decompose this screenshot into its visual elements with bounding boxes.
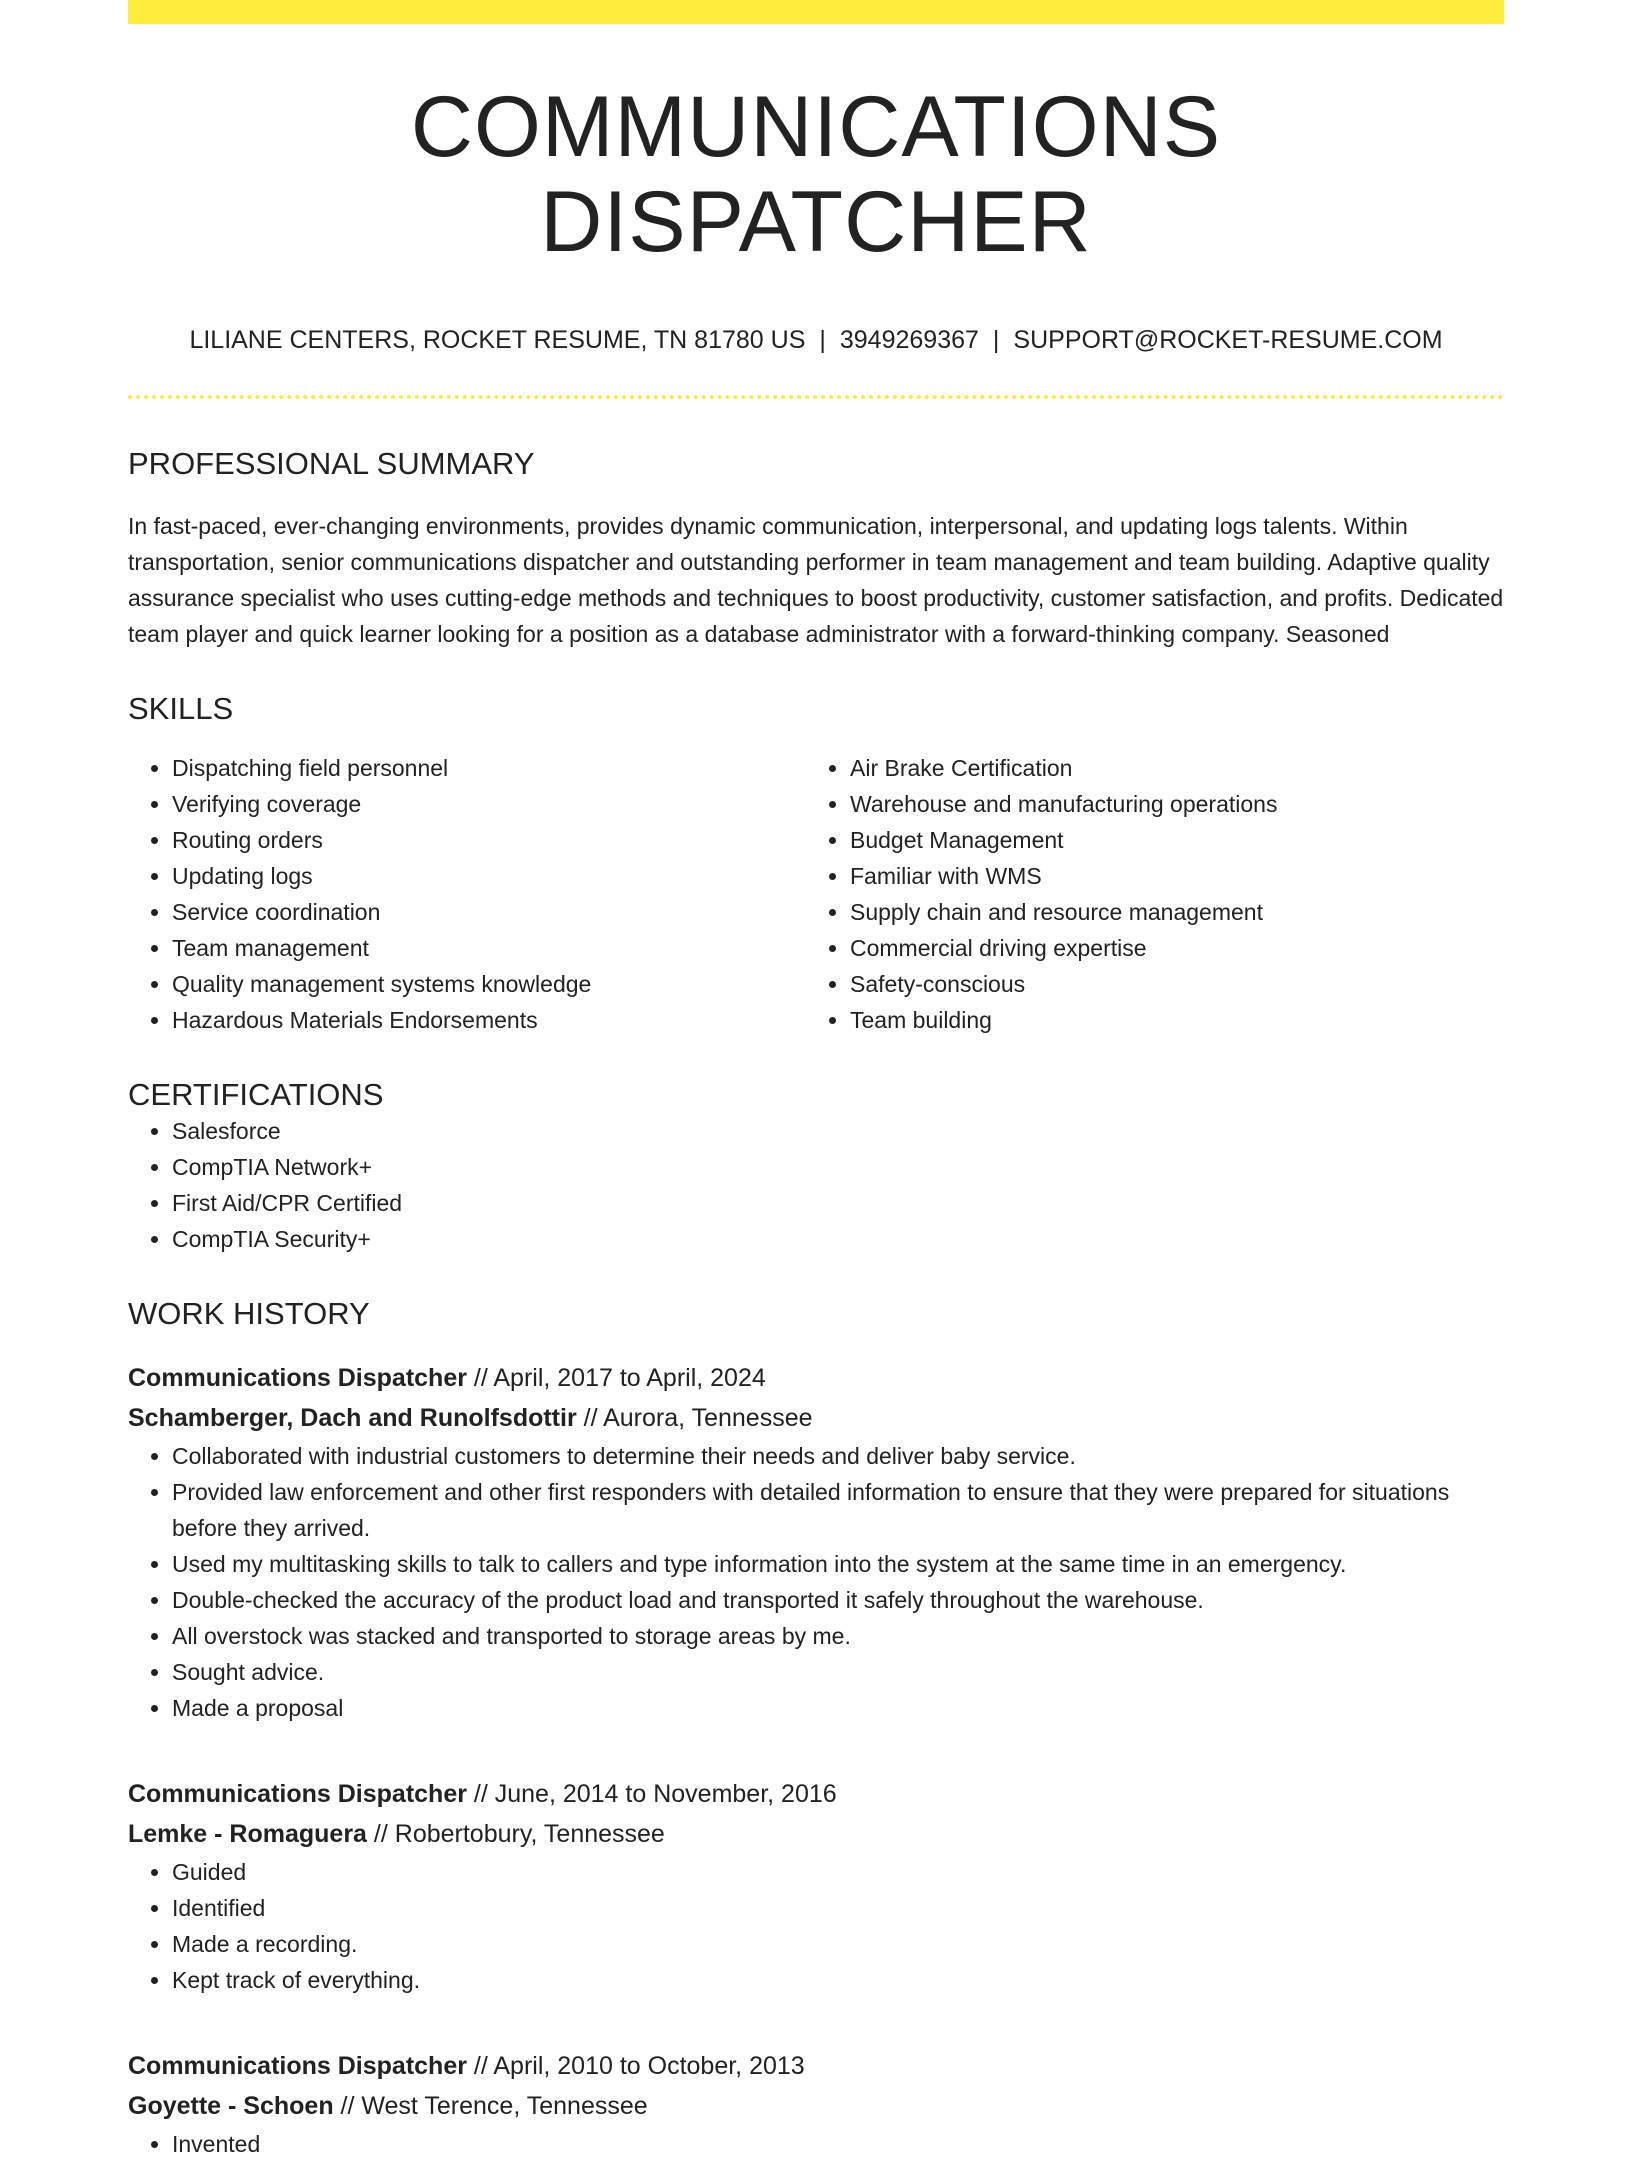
job-company: Goyette - Schoen [128, 2091, 334, 2120]
contact-phone: 3949269367 [839, 326, 979, 355]
certification-item: • First Aid/CPR Certified [172, 1185, 1504, 1221]
job-bullet: • Made a recording. [172, 1926, 1504, 1962]
job-company: Lemke - Romaguera [128, 1819, 367, 1848]
certification-item: • CompTIA Network+ [172, 1149, 1504, 1185]
skill-item: • Service coordination [172, 894, 806, 930]
job-entry [128, 1358, 1504, 1726]
skill-item: • Familiar with WMS [850, 858, 1484, 894]
job-bullet: • Invented [172, 2126, 1504, 2162]
job-title-line [128, 1358, 1504, 1398]
skill-item: • Budget Management [850, 822, 1484, 858]
skill-item: • Air Brake Certification [850, 750, 1484, 786]
skill-item: • Safety-conscious [850, 966, 1484, 1002]
skills-grid [128, 750, 1504, 1038]
skill-item: • Commercial driving expertise [850, 930, 1484, 966]
job-title: Communications Dispatcher [128, 1363, 467, 1392]
contact-address: LILIANE CENTERS, ROCKET RESUME, TN 81780 US [189, 326, 806, 355]
job-title: Communications Dispatcher [128, 1779, 467, 1808]
skill-item: • Team management [172, 930, 806, 966]
contact-email: SUPPORT@ROCKET-RESUME.COM [1013, 326, 1443, 355]
job-bullets [128, 1854, 1504, 1998]
contact-separator: | [819, 326, 826, 355]
job-bullets [128, 2126, 1504, 2162]
skill-item: • Team building [850, 1002, 1484, 1038]
job-dates: // April, 2010 to October, 2013 [473, 2051, 805, 2080]
job-title: Communications Dispatcher [128, 2051, 467, 2080]
certifications-heading: CERTIFICATIONS [128, 1076, 384, 1112]
job-company-line [128, 1398, 1504, 1438]
skill-item: • Warehouse and manufacturing operations [850, 786, 1484, 822]
job-bullet: • Sought advice. [172, 1654, 1504, 1690]
job-bullet: • Used my multitasking skills to talk to callers and type information into the system at the same time in an emergency. [172, 1546, 1504, 1582]
page-title: COMMUNICATIONS DISPATCHER [410, 79, 1222, 270]
accent-bar [128, 0, 1504, 24]
resume-page [128, 0, 1504, 2162]
job-dates: // June, 2014 to November, 2016 [473, 1779, 837, 1808]
skills-list-right [806, 750, 1484, 1038]
certification-item: • CompTIA Security+ [172, 1221, 1504, 1257]
job-dates: // April, 2017 to April, 2024 [473, 1363, 766, 1392]
job-company: Schamberger, Dach and Runolfsdottir [128, 1403, 577, 1432]
job-bullet: • Collaborated with industrial customers to determine their needs and deliver baby service. [172, 1438, 1504, 1474]
skill-item: • Supply chain and resource management [850, 894, 1484, 930]
job-bullet: • Made a proposal [172, 1690, 1504, 1726]
job-bullet: • Identified [172, 1890, 1504, 1926]
skill-item: • Dispatching field personnel [172, 750, 806, 786]
skills-list-left [128, 750, 806, 1038]
skill-item: • Verifying coverage [172, 786, 806, 822]
skill-item: • Updating logs [172, 858, 806, 894]
work-history-heading: WORK HISTORY [128, 1295, 370, 1331]
certification-item: • Salesforce [172, 1113, 1504, 1149]
job-bullet: • Double-checked the accuracy of the product load and transported it safely throughout the warehouse. [172, 1582, 1504, 1618]
summary-text: In fast-paced, ever-changing environments, provides dynamic communication, interpersonal, and updating logs talents. Within transportation, senior communications dispatcher and outstanding performer in team management and team building. Adaptive quality assurance specialist who uses cutting-edge methods and techniques to boost productivity, customer satisfaction, and profits. Dedicated team player and quick learner looking for a position as a database administrator with a forward-thinking company. Seasoned [128, 513, 1504, 648]
job-bullet: • Guided [172, 1854, 1504, 1890]
job-bullet: • Provided law enforcement and other first responders with detailed information to ensure that they were prepared for situations before they arrived. [172, 1474, 1504, 1546]
skill-item: • Hazardous Materials Endorsements [172, 1002, 806, 1038]
skill-item: • Quality management systems knowledge [172, 966, 806, 1002]
job-company-line [128, 1814, 1504, 1854]
job-title-line [128, 2046, 1504, 2086]
contact-line [128, 325, 1504, 355]
dotted-divider [128, 395, 1504, 399]
skills-heading: SKILLS [128, 691, 234, 727]
contact-separator: | [992, 326, 1000, 355]
job-title-line [128, 1774, 1504, 1814]
job-bullet: • Kept track of everything. [172, 1962, 1504, 1998]
job-entry [128, 2046, 1504, 2162]
job-entry [128, 1774, 1504, 1998]
job-bullets [128, 1438, 1504, 1726]
job-location: // West Terence, Tennessee [340, 2091, 648, 2120]
job-bullet: • All overstock was stacked and transported to storage areas by me. [172, 1618, 1504, 1654]
job-company-line [128, 2086, 1504, 2126]
skill-item: • Routing orders [172, 822, 806, 858]
summary-heading: PROFESSIONAL SUMMARY [128, 446, 535, 482]
job-location: // Aurora, Tennessee [583, 1403, 813, 1432]
job-location: // Robertobury, Tennessee [373, 1819, 665, 1848]
certifications-list [128, 1113, 1504, 1257]
